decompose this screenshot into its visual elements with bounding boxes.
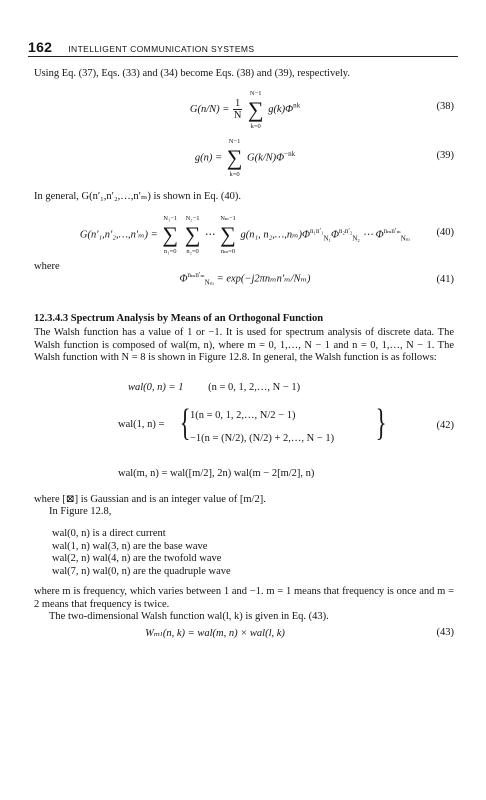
eq40-sum1-lower: n₁=0 (164, 248, 177, 255)
equation-38 (34, 89, 456, 130)
eq40-sum2-lower: n₂=0 (186, 248, 199, 255)
walmn-equation: wal(m, n) = wal([m/2], 2n) wal(m − 2[m/2], n) (118, 468, 315, 479)
eq40-sum3-upper: Nₘ−1 (220, 215, 236, 222)
figure-reference: In Figure 12.8, (49, 506, 112, 517)
eq39-sum-upper: N−1 (228, 138, 241, 145)
wal0-lhs: wal(0, n) = 1 (128, 382, 184, 393)
walsh-paragraph: The Walsh function has a value of 1 or −1. It is used for spectrum analysis of discrete data. The Walsh function is composed of wal(m, n), where m = 0, 1,…, N − 1 and n = 0, 1,…, N − 1. The Walsh function with N = 8 is shown in Figure 12.8. In general, the Walsh function is as follows: (34, 327, 454, 364)
eq39-sum-lower: k=0 (229, 171, 240, 178)
running-title: INTELLIGENT COMMUNICATION SYSTEMS (68, 44, 255, 54)
eq40-rhs-sub2: N₂ (352, 234, 360, 243)
eq42-left-brace: { (179, 402, 191, 444)
eq40-number: (40) (436, 227, 454, 238)
wave-list (52, 528, 452, 578)
page-number: 162 (28, 39, 53, 55)
wave-item-base: wal(1, n) wal(3, n) are the base wave (52, 540, 208, 552)
equation-40 (34, 215, 456, 255)
eq41-lhs: Φ (179, 273, 188, 285)
eq39-rhs-sup: −nk (284, 149, 296, 158)
header-rule (28, 56, 458, 57)
eq38-sum-lower: k=0 (250, 122, 261, 130)
eq40-rhs-dots: ⋯ Φ (359, 229, 384, 241)
eq40-rhs-sup3: nₘn′ₘ (383, 226, 401, 235)
eq41-lhs-sub: Nₘ (204, 278, 215, 287)
eq42-number: (42) (436, 420, 454, 431)
eq40-rhs-sub1: N₁ (323, 234, 331, 243)
eq42-case-1: 1(n = 0, 1, 2,…, N/2 − 1) (190, 410, 296, 421)
wal0-condition: (n = 0, 1, 2,…, N − 1) (208, 382, 301, 393)
eq42-case-2: −1(n = (N/2), (N/2) + 2,…, N − 1) (190, 433, 335, 444)
eq40-summation-2: ∑ N₂−1 n₂=0 (184, 215, 201, 255)
eq43-number: (43) (436, 627, 454, 638)
eq38-summation: ∑ N−1 k=0 (247, 89, 264, 130)
eq40-sum1-upper: N₁−1 (163, 215, 178, 222)
eq41-number: (41) (436, 274, 454, 285)
two-dimensional-paragraph: The two-dimensional Walsh function wal(l, k) is given in Eq. (43). (49, 611, 329, 622)
eq42-lhs: wal(1, n) = (118, 419, 165, 430)
wave-item-dc: wal(0, n) is a direct current (52, 528, 166, 539)
intro-paragraph: Using Eq. (37), Eqs. (33) and (34) become Eqs. (38) and (39), respectively. (34, 68, 350, 79)
gaussian-paragraph: where [⊠] is Gaussian and is an integer value of [m/2]. (34, 494, 266, 505)
equation-42 (118, 402, 456, 447)
eq40-lhs: G(n′₁,n′₂,…,n′ₘ) = (79, 229, 158, 241)
wal0-equation (128, 382, 300, 393)
frequency-paragraph: where m is frequency, which varies between 1 and −1. m = 1 means that frequency is once and m = 2 means that frequency is twice. (34, 586, 454, 610)
eq40-rhs-sub3: Nₘ (400, 234, 411, 243)
section-heading: 12.3.4.3 Spectrum Analysis by Means of an Orthogonal Function (34, 313, 324, 324)
wave-item-twofold: wal(2, n) wal(4, n) are the twofold wave (52, 553, 222, 565)
eq38-fraction (233, 98, 242, 121)
eq40-rhs: g(n₁, n₂,…,nₘ)Φ (240, 229, 311, 241)
eq40-sum3-lower: nₘ=0 (220, 248, 236, 255)
where-label: where (34, 261, 60, 272)
eq39-rhs: G(k/N)Φ (247, 152, 285, 164)
eq40-rhs-mid: Φ (330, 229, 339, 241)
eq38-number: (38) (436, 101, 454, 112)
eq38-frac-num: 1 (235, 98, 241, 109)
eq39-lhs: g(n) = (194, 152, 223, 164)
equation-39 (34, 138, 456, 178)
eq40-rhs-sup1: n₁n′₁ (310, 226, 324, 235)
eq40-dots: ⋯ (205, 229, 216, 241)
eq38-sum-upper: N−1 (249, 89, 262, 97)
eq40-summation-1: ∑ N₁−1 n₁=0 (162, 215, 179, 255)
eq43-body: Wₘₗ(n, k) = wal(m, n) × wal(l, k) (145, 628, 285, 639)
equation-41 (34, 271, 456, 291)
eq41-lhs-sup: nₘn′ₘ (187, 271, 205, 279)
eq38-rhs-sup: nk (293, 101, 301, 110)
wave-item-quadruple: wal(7, n) wal(0, n) are the quadruple wave (52, 565, 231, 577)
eq41-rhs: = exp(−j2πnₘn′ₘ/Nₘ) (216, 273, 311, 285)
eq39-summation: ∑ N−1 k=0 (226, 138, 243, 178)
general-paragraph: In general, G(n′₁,n′₂,…,n′ₘ) is shown in Eq. (40). (34, 191, 241, 202)
eq42-right-brace: } (375, 402, 387, 444)
eq40-summation-3: ∑ Nₘ−1 nₘ=0 (220, 215, 236, 255)
equation-43 (34, 627, 456, 647)
running-header (28, 39, 458, 57)
eq39-number: (39) (436, 150, 454, 161)
eq40-rhs-sup2: n₂n′₂ (338, 226, 353, 235)
eq40-sum2-upper: N₂−1 (185, 215, 200, 222)
eq38-frac-den: N (233, 110, 242, 121)
eq38-lhs: G(n/N) = (189, 103, 230, 115)
eq38-rhs: g(k)Φ (268, 103, 294, 115)
